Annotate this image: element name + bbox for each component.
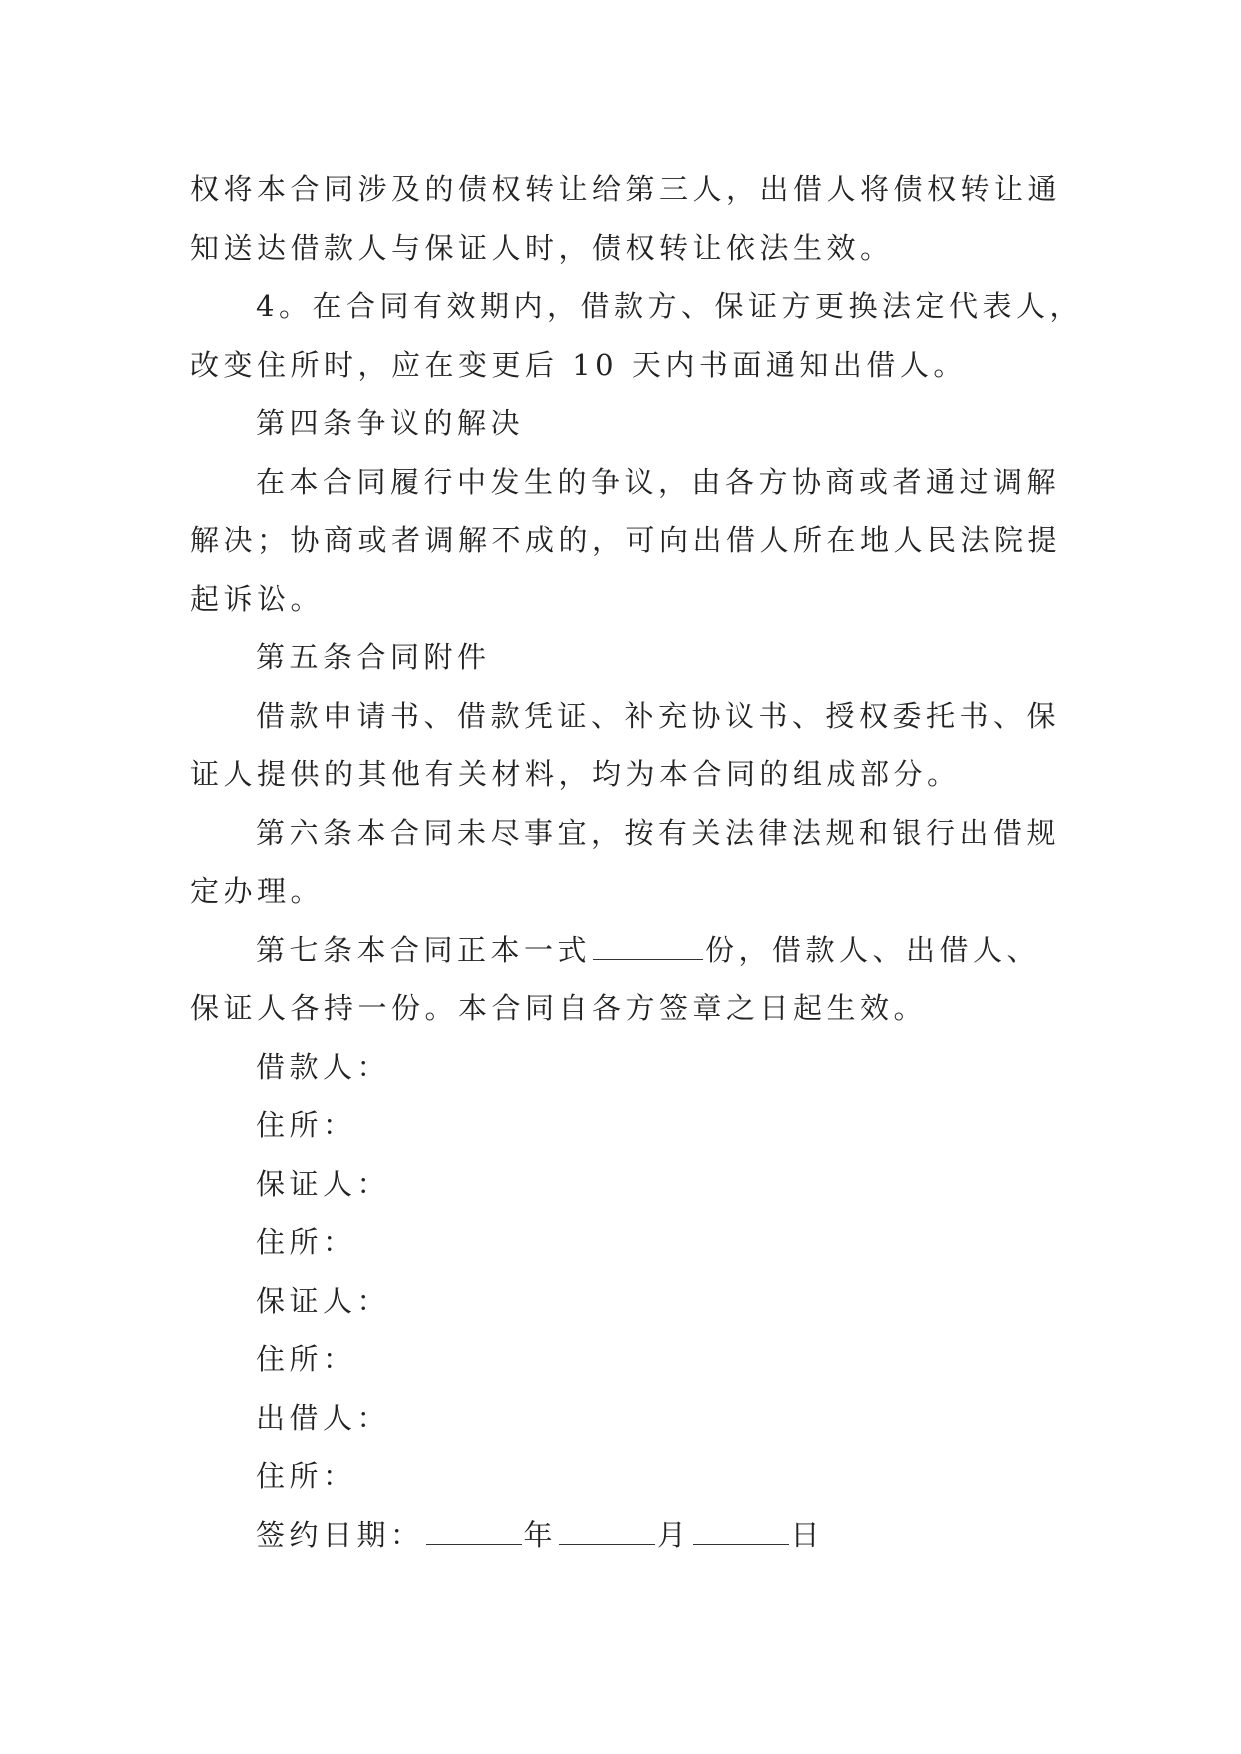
paragraph-line: 改变住所时，应在变更后 10 天内书面通知出借人。: [190, 347, 967, 382]
month-blank: [559, 1518, 655, 1545]
signing-date-label: 签约日期：: [256, 1517, 424, 1552]
year-label: 年: [523, 1517, 558, 1552]
guarantor-address-label: 住所：: [256, 1225, 357, 1259]
lender-address-label: 住所：: [256, 1459, 357, 1493]
section-heading: 第四条争议的解决: [256, 406, 525, 440]
guarantor-address-label: 住所：: [256, 1342, 357, 1376]
day-label: 日: [790, 1517, 825, 1552]
year-blank: [426, 1518, 522, 1545]
paragraph-line: 4。在合同有效期内，借款方、保证方更换法定代表人，: [256, 289, 1083, 323]
borrower-address-label: 住所：: [256, 1108, 357, 1142]
paragraph-line: 在本合同履行中发生的争议，由各方协商或者通过调解: [256, 464, 1061, 499]
paragraph-line: 知送达借款人与保证人时，债权转让依法生效。: [190, 230, 894, 265]
paragraph-line: 解决；协商或者调解不成的，可向出借人所在地人民法院提: [190, 523, 1062, 557]
paragraph-line: 第六条本合同未尽事宜，按有关法律法规和银行出借规: [256, 815, 1061, 850]
day-blank: [693, 1518, 789, 1545]
paragraph-line: 定办理。: [190, 874, 325, 908]
paragraph-line: 保证人各持一份。本合同自各方签章之日起生效。: [190, 991, 928, 1025]
copies-suffix: 份，借款人、出借人、: [705, 932, 1041, 967]
paragraph-line: 证人提供的其他有关材料，均为本合同的组成部分。: [190, 757, 961, 791]
paragraph-line: 起诉讼。: [190, 581, 325, 616]
guarantor-label: 保证人：: [256, 1166, 391, 1201]
document-body: [190, 160, 1083, 1564]
section-heading: 第五条合同附件: [256, 640, 491, 674]
month-label: 月: [657, 1517, 691, 1552]
guarantor-label: 保证人：: [256, 1283, 391, 1318]
copies-blank: [593, 933, 703, 960]
lender-label: 出借人：: [256, 1400, 391, 1435]
paragraph-line: 权将本合同涉及的债权转让给第三人，出借人将债权转让通: [190, 172, 1062, 206]
paragraph-line: [190, 921, 1052, 980]
signing-date-line: [190, 1506, 1052, 1565]
copies-label: 第七条本合同正本一式: [256, 932, 592, 967]
paragraph-line: 借款申请书、借款凭证、补充协议书、授权委托书、保: [256, 698, 1061, 733]
borrower-label: 借款人：: [256, 1049, 391, 1084]
